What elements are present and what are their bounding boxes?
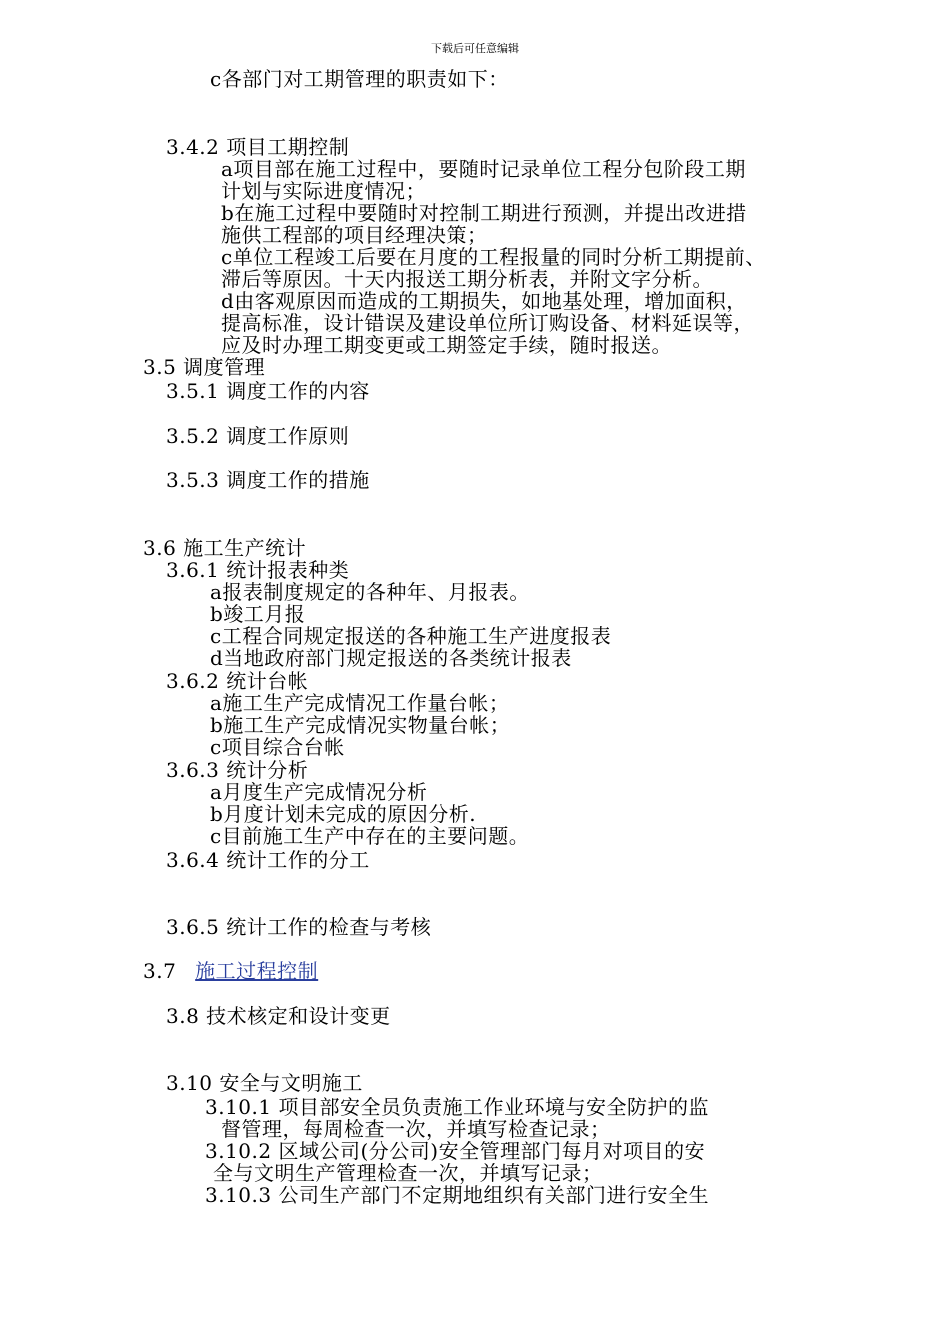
text-line: b竣工月报	[210, 602, 306, 626]
text-line: 督管理，每周检查一次，并填写检查记录；	[221, 1117, 611, 1141]
text-line: 全与文明生产管理检查一次，并填写记录；	[213, 1161, 603, 1185]
section-heading: 3.5.1 调度工作的内容	[166, 379, 370, 403]
section-heading	[143, 960, 318, 982]
text-line: d当地政府部门规定报送的各类统计报表	[210, 646, 572, 670]
text-line: a项目部在施工过程中，要随时记录单位工程分包阶段工期	[221, 157, 746, 181]
text-line: b月度计划未完成的原因分析.	[210, 802, 477, 826]
section-heading: 3.6.2 统计台帐	[166, 669, 309, 693]
construction-process-control-link[interactable]: 施工过程控制	[195, 959, 319, 983]
section-number: 3.7	[143, 959, 177, 983]
text-line: b在施工过程中要随时对控制工期进行预测，并提出改进措	[221, 201, 747, 225]
section-heading: 3.5.2 调度工作原则	[166, 424, 350, 448]
text-line: 计划与实际进度情况；	[221, 179, 426, 203]
text-line: a月度生产完成情况分析	[210, 780, 428, 804]
section-heading: 3.6.4 统计工作的分工	[166, 848, 370, 872]
text-line: c目前施工生产中存在的主要问题。	[210, 824, 530, 848]
text-line: 3.10.1 项目部安全员负责施工作业环境与安全防护的监	[205, 1095, 709, 1119]
text-line: 施供工程部的项目经理决策；	[221, 223, 488, 247]
text-line: c各部门对工期管理的职责如下：	[210, 67, 509, 91]
section-heading: 3.8 技术核定和设计变更	[166, 1004, 391, 1028]
section-heading: 3.6.3 统计分析	[166, 758, 309, 782]
text-line: a报表制度规定的各种年、月报表。	[210, 580, 530, 604]
section-heading: 3.5 调度管理	[143, 355, 266, 379]
section-heading: 3.10 安全与文明施工	[166, 1071, 363, 1095]
page-header-note: 下载后可任意编辑	[431, 42, 519, 55]
section-heading: 3.6.1 统计报表种类	[166, 558, 350, 582]
text-line: a施工生产完成情况工作量台帐；	[210, 691, 510, 715]
section-heading: 3.5.3 调度工作的措施	[166, 468, 370, 492]
text-line: c单位工程竣工后要在月度的工程报量的同时分析工期提前、	[221, 245, 766, 269]
section-heading: 3.4.2 项目工期控制	[166, 135, 350, 159]
section-heading: 3.6 施工生产统计	[143, 536, 307, 560]
text-line: d由客观原因而造成的工期损失，如地基处理，增加面积，	[221, 289, 747, 313]
section-heading: 3.6.5 统计工作的检查与考核	[166, 915, 432, 939]
text-line: b施工生产完成情况实物量台帐；	[210, 713, 511, 737]
text-line: c项目综合台帐	[210, 735, 345, 759]
text-line: 3.10.3 公司生产部门不定期地组织有关部门进行安全生	[205, 1183, 709, 1207]
text-line: 提高标准，设计错误及建设单位所订购设备、材料延误等，	[221, 311, 754, 335]
text-line: 应及时办理工期变更或工期签定手续，随时报送。	[221, 333, 672, 357]
text-line: 3.10.2 区域公司(分公司)安全管理部门每月对项目的安	[205, 1139, 706, 1163]
text-line: c工程合同规定报送的各种施工生产进度报表	[210, 624, 612, 648]
text-line: 滞后等原因。十天内报送工期分析表，并附文字分析。	[221, 267, 713, 291]
